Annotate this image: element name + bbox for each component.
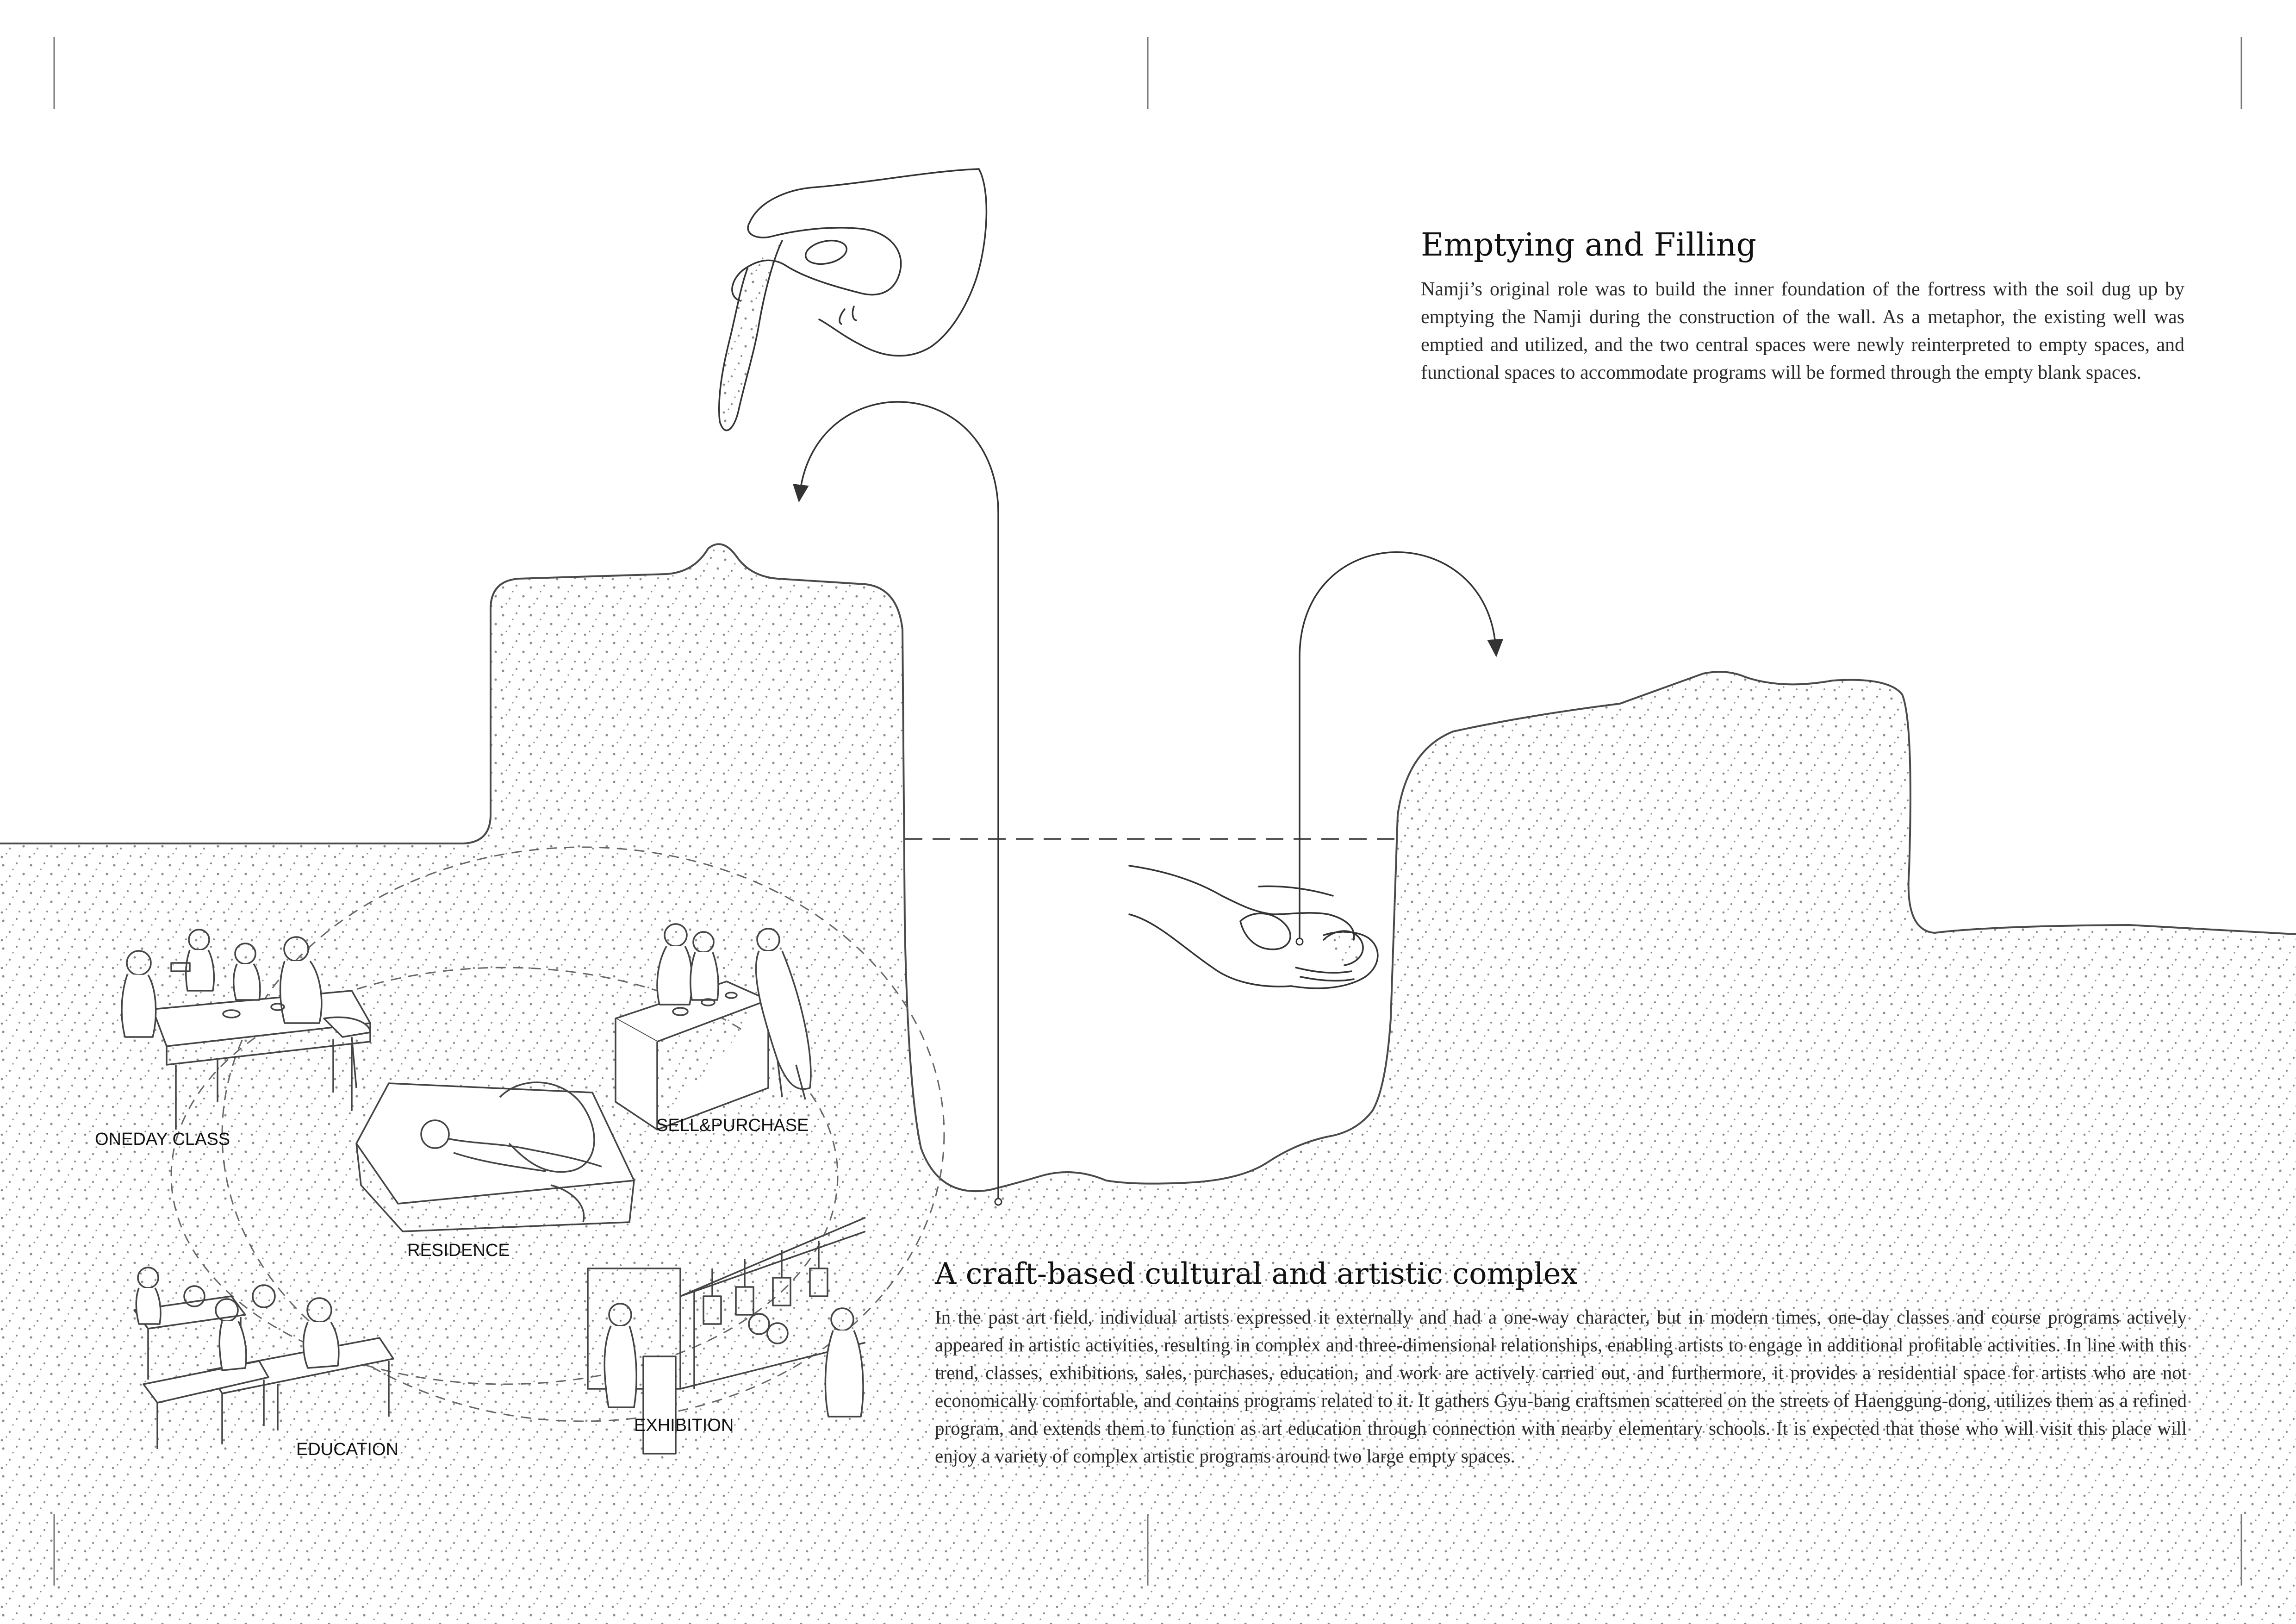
hands-holding-soil-icon — [1129, 866, 1378, 988]
emptying-title: Emptying and Filling — [1421, 227, 1757, 263]
label-exhibition: EXHIBITION — [634, 1416, 734, 1435]
complex-title: A craft-based cultural and artistic complex — [935, 1257, 1578, 1291]
emptying-body: Namji’s original role was to build the inner foundation of the fortress with the soil dug up by emptying the Namji during the construction of the wall. As a metaphor, the existing well was emptied and utilized, and the two central spaces were newly reinterpreted to empty spaces, and functional spaces to accommodate programs will be formed through the empty blank spaces. — [1421, 279, 2184, 383]
hand-dropping-soil-icon — [719, 169, 987, 431]
label-education: EDUCATION — [296, 1440, 398, 1459]
label-residence: RESIDENCE — [407, 1241, 510, 1260]
complex-body: In the past art field, individual artists expressed it externally and had a one-way character, but in modern times, one-day classes and course programs actively appeared in artistic activities, resulting in complex and three-dimensional relationships, enabling artists to engage in additional profitable activities. In line with this trend, classes, exhibitions, sales, purchases, education, and work are actively carried out, and furthermore, it provides a residential space for artists who are not economically comfortable, and contains programs related to it. It gathers Gyu-bang craftsmen scattered on the streets of Haenggung-dong, utilizes them as a refined program, and extends them to function as art education through connection with nearby elementary schools. It is expected that those who will visit this place will enjoy a variety of complex artistic programs around two large empty spaces. — [935, 1306, 2187, 1467]
label-oneday-class: ONEDAY CLASS — [95, 1130, 230, 1149]
label-sell-purchase: SELL&PURCHASE — [656, 1116, 809, 1135]
